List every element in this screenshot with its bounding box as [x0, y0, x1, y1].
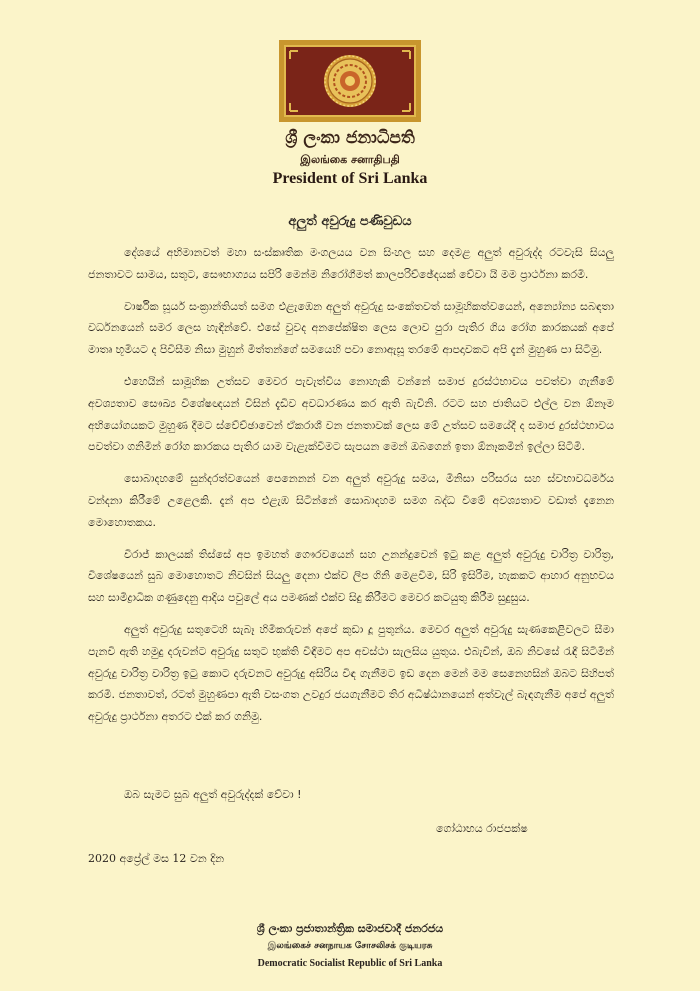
presidential-flag-emblem [279, 40, 421, 122]
letterhead-title-tamil: இலங்கை சனாதிபதி [300, 153, 400, 166]
letter-heading: අලුත් අවුරුදු පණිවුඩය [288, 214, 412, 229]
footer-english: Democratic Socialist Republic of Sri Lanka [257, 958, 443, 969]
closing-greeting: ඔබ සැමට සුබ අලුත් අවුරුද්දක් වේවා ! [124, 788, 302, 801]
footer-sinhala: ශ්‍රී ලංකා ප්‍රජාතාන්ත්‍රික සමාජවාදී ජනරජය [256, 922, 444, 935]
signatory-name: ගෝඨාභය රාජපක්ෂ [436, 822, 528, 835]
letter-date: 2020 අප්‍රේල් මස 12 වන දින [88, 852, 225, 865]
paragraph-3: එහෙයින් සාමූහික උත්සව මෙවර පැවැත්විය නොහැකි වන්නේ සමාජ දුරස්ථභාවය පවත්වා ගැනීමේ අවශ්‍යතාව සෞඛ්‍ය විශේෂඥයන් විසින් දැඩිව අවධාරණය කර ඇති බැවිනි. රටට සහ ජාතියට එල්ල වන ඕනෑම අභියෝගයකට මුහුණ දීමට ස්වේච්ඡාවෙන් ඒකරාශී වන ජනතාවක් ලෙස මේ උත්සව සමයේදී ද සමාජ දුරස්ථභාවය පවත්වා ගනිමින් රෝග කාරකය පැතිර යාම වැළැක්වීමට සැපයන මෙන් ඔබගෙන් ඉතා ඕනෑකමින් ඉල්ලා සිටිමි. [88, 374, 614, 454]
letterhead-title-sinhala: ශ්‍රී ලංකා ජනාධිපති [285, 128, 415, 148]
paragraph-6: අලුත් අවුරුදු සතුටෙහි සැබෑ හිමිකරුවන් අපේ කුඩා දූ පුතුන්ය. මෙවර අලුත් අවුරුදු සැණකෙළිවලට සීමා පැනවී ඇති හමුදු දරුවන්ට අවුරුදු සතුට භුක්ති විඳීමට අප අවස්ථා සැලසිය යුතුය. එබැවින්, ඔබ නිවසේ රැඳී සිටිමින් අවුරුදු චාරිත්‍ර වාරිත්‍ර ඉටු කොට දරුවනට අවුරුදු අසිරිය විඳ ගැනීමට ඉඩ දෙන මෙන් මම සෙනෙහසින් ඔබට සිහිපත් කරමි. ජනතාවත්, රටත් මුහුණපා ඇති වසංගත උවදුර ජයගැනීමට තිර අධිෂ්ඨානයෙන් අත්වැල් බැඳගැනීම අපේ අලුත් අවුරුදු ප්‍රාර්ථනා අතරට එක් කර ගනිමු. [88, 622, 614, 724]
paragraph-2: වාර්ෂික සූර්ය සංක්‍රාන්තියත් සමග එළැඹෙන අලුත් අවුරුදු සංකේතවත් සාමූහිකත්වයෙන්, අන්‍යෝන්‍ය සබඳතා වර්ධනයෙන් සමර ලෙස හැඳින්වේ. එසේ වුවද අනපේක්ෂිත ලෙස ලොව පුරා පැතිර ගිය රෝග කාරකයක් අපේ මාතෘ භූමියට ද පිවිසීම නිසා මුහුන් මිත්තන්ගේ සමයෙහි පවා නොඇසූ තරමේ ආපදාවකට අපි දැන් මුහුණ පා සිටිමු. [88, 299, 614, 357]
letter-body [88, 242, 614, 738]
footer-tamil: இலங்கைச் சனநாயக சோசலிசக் குடியரசு [267, 941, 433, 951]
emblem-field [284, 45, 416, 117]
paragraph-4: සොබාදහමේ සුන්දරත්වයෙන් පෙනෙනන් වන අලුත් අවුරුදු සමය, මිනිසා පරිසරය සහ ස්වභාවධර්මය වන්දනා කිරීමේ උළෙලකි. දැන් අප එළැඹ සිටින්නේ සොබාදහම සමග බද්ධ වීමේ අවශ්‍යතාව වඩාත් දැනෙන මොහොතකය. [88, 472, 614, 529]
paragraph-5: විරාජ් කාලයක් තිස්සේ අප ඉමහත් ගෞරවයෙන් සහ උනන්දුවෙන් ඉටු කළ අලුත් අවුරුදු චාරිත්‍ර වාරිත්‍ර, විශේෂයෙන් සුබ මොහොතට නිවසින් සියලු දෙනා එක්ව ලිප ගිනි මෙළවීම, සිරි ඉසිරිම, හැකකට ආහාර අනුභවය සහ සාමිද්‍රාධික ගණුදෙනු ආදිය පවුලේ අය පමණක් එක්ව සිදු කිරීමට මෙවර කටයුතු කිරීම සුදුසුය. [88, 547, 614, 605]
dharma-wheel-icon [286, 47, 414, 115]
paragraph-1: දේශයේ අභිමානවත් මහා සංස්කෘතික මංගලයය වන සිංහල සහ දෙමළ අලුත් අවුරුද්ද රටවැසි සියලු ජනතාවට සාමය, සතුට, සෞභාග්‍යය සපිරි මෙන්ම නිරෝගීමත් කාලපරිච්ඡේදයක් වේවා යි මම ප්‍රාර්ථනා කරමි. [88, 246, 614, 281]
letterhead-title-english: President of Sri Lanka [272, 170, 428, 187]
